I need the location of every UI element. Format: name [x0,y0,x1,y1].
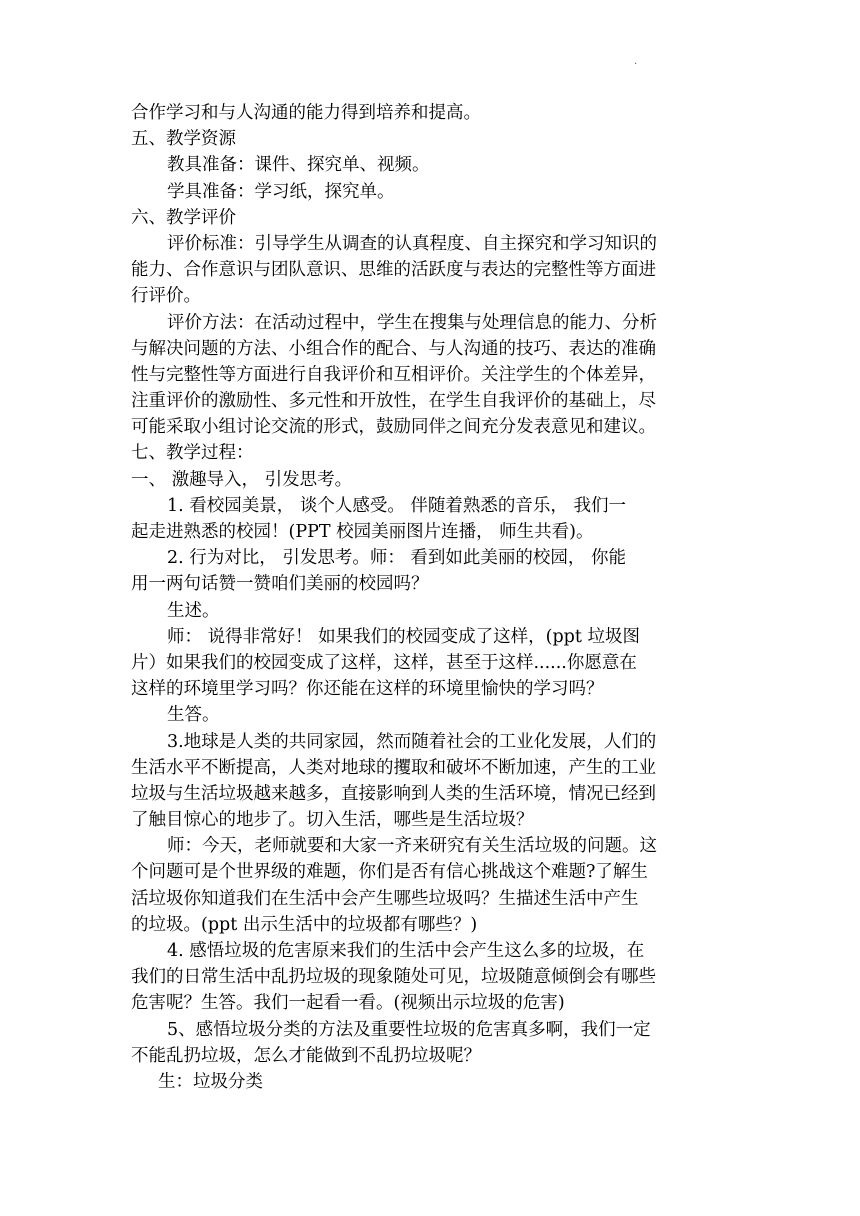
paragraph-line: 学具准备：学习纸，探究单。 [167,181,395,202]
paragraph-line: 与解决问题的方法、小组合作的配合、与人沟通的技巧、表达的准确 [131,338,656,359]
paragraph-line: 生述。 [167,600,220,621]
paragraph-line: 能力、合作意识与团队意识、思维的活跃度与表达的完整性等方面进 [131,260,656,281]
paragraph-line: 评价标准：引导学生从调查的认真程度、自主探究和学习知识的 [167,233,657,254]
paragraph-line: 我们的日常生活中乱扔垃圾的现象随处可见，垃圾随意倾倒会有哪些 [131,967,656,988]
paragraph-line: 了触目惊心的地步了。切入生活，哪些是生活垃圾？ [131,810,534,831]
subsection-heading: 一、 激趣导入， 引发思考。 [131,469,353,490]
document-body [131,100,731,1095]
paragraph-line: 个问题可是个世界级的难题，你们是否有信心挑战这个难题?了解生 [131,862,648,883]
paragraph-line: 生活水平不断提高，人类对地球的攫取和破坏不断加速，产生的工业 [131,757,656,778]
paragraph-line: 3.地球是人类的共同家园，然而随着社会的工业化发展，人们的 [167,731,657,752]
paragraph-line: 生：垃圾分类 [158,1071,263,1092]
paragraph-line: 垃圾与生活垃圾越来越多，直接影响到人类的生活环境，情况已经到 [131,783,656,804]
paragraph-line: 用一两句话赞一赞咱们美丽的校园吗？ [131,574,429,595]
section-heading: 五、教学资源 [131,129,236,150]
paragraph-line: 活垃圾你知道我们在生活中会产生哪些垃圾吗？生描述生活中产生 [131,888,639,909]
paragraph-line: 注重评价的激励性、多元性和开放性，在学生自我评价的基础上，尽 [131,391,656,412]
section-heading: 七、教学过程： [131,443,254,464]
paragraph-line: 师： 说得非常好！ 如果我们的校园变成了这样，(ppt 垃圾图 [167,626,640,647]
paragraph-line: 4. 感悟垃圾的危害原来我们的生活中会产生这么多的垃圾，在 [167,941,645,961]
paragraph-line: 合作学习和与人沟通的能力得到培养和提高。 [131,103,481,123]
section-heading: 六、教学评价 [131,207,236,228]
paragraph-line: 的垃圾。(ppt 出示生活中的垃圾都有哪些？) [131,914,478,935]
corner-mark: . [634,56,638,67]
paragraph-line: 行评价。 [131,286,201,307]
paragraph-line: 生答。 [167,705,220,726]
paragraph-line: 1. 看校园美景， 谈个人感受。 伴随着熟悉的音乐， 我们一 [167,495,626,516]
paragraph-line: 2. 行为对比， 引发思考。师： 看到如此美丽的校园， 你能 [167,548,626,569]
paragraph-line: 这样的环境里学习吗？你还能在这样的环境里愉快的学习吗？ [131,679,604,700]
paragraph-line: 5、感悟垃圾分类的方法及重要性垃圾的危害真多啊，我们一定 [167,1019,651,1040]
paragraph-line: 师：今天，老师就要和大家一齐来研究有关生活垃圾的问题。这 [167,836,657,857]
paragraph-line: 教具准备：课件、探究单、视频。 [167,155,430,176]
paragraph-line: 起走进熟悉的校园！(PPT 校园美丽图片连播， 师生共看)。 [131,522,594,542]
paragraph-line: 性与完整性等方面进行自我评价和互相评价。关注学生的个体差异， [131,364,656,385]
paragraph-line: 评价方法：在活动过程中，学生在搜集与处理信息的能力、分析 [167,312,657,333]
paragraph-line: 危害呢？生答。我们一起看一看。(视频出示垃圾的危害) [131,993,565,1014]
paragraph-line: 可能采取小组讨论交流的形式，鼓励同伴之间充分发表意见和建议。 [131,417,656,438]
paragraph-line: 片）如果我们的校园变成了这样，这样，甚至于这样......你愿意在 [131,652,637,673]
paragraph-line: 不能乱扔垃圾，怎么才能做到不乱扔垃圾呢？ [131,1045,481,1066]
